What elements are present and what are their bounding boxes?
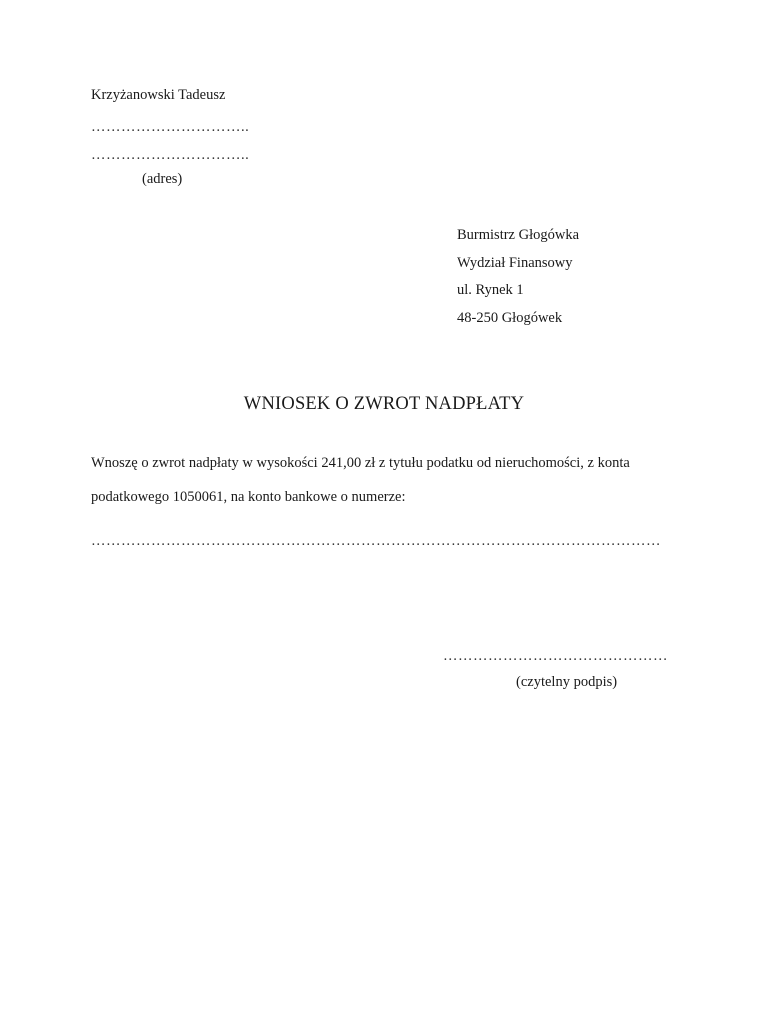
body-text-line-2: podatkowego 1050061, na konto bankowe o numerze: bbox=[91, 489, 406, 505]
document-title: WNIOSEK O ZWROT NADPŁATY bbox=[243, 394, 525, 414]
sender-address-placeholder-1: ………………………….. bbox=[91, 119, 250, 135]
sender-name: Krzyżanowski Tadeusz bbox=[91, 87, 226, 103]
signature-label: (czytelny podpis) bbox=[516, 674, 618, 690]
sender-address-placeholder-2: ………………………….. bbox=[91, 147, 250, 163]
sender-address-label: (adres) bbox=[142, 171, 183, 187]
recipient-street: ul. Rynek 1 bbox=[457, 282, 524, 298]
recipient-city: 48-250 Głogówek bbox=[457, 310, 563, 326]
signature-placeholder: ……………………………………… bbox=[443, 648, 668, 664]
bank-account-placeholder: …………………………………………………………………………………………………… bbox=[91, 533, 661, 549]
recipient-office: Burmistrz Głogówka bbox=[457, 227, 580, 243]
recipient-department: Wydział Finansowy bbox=[457, 255, 573, 271]
body-text-line-1: Wnoszę o zwrot nadpłaty w wysokości 241,00 zł z tytułu podatku od nieruchomości, z konta bbox=[91, 455, 630, 471]
